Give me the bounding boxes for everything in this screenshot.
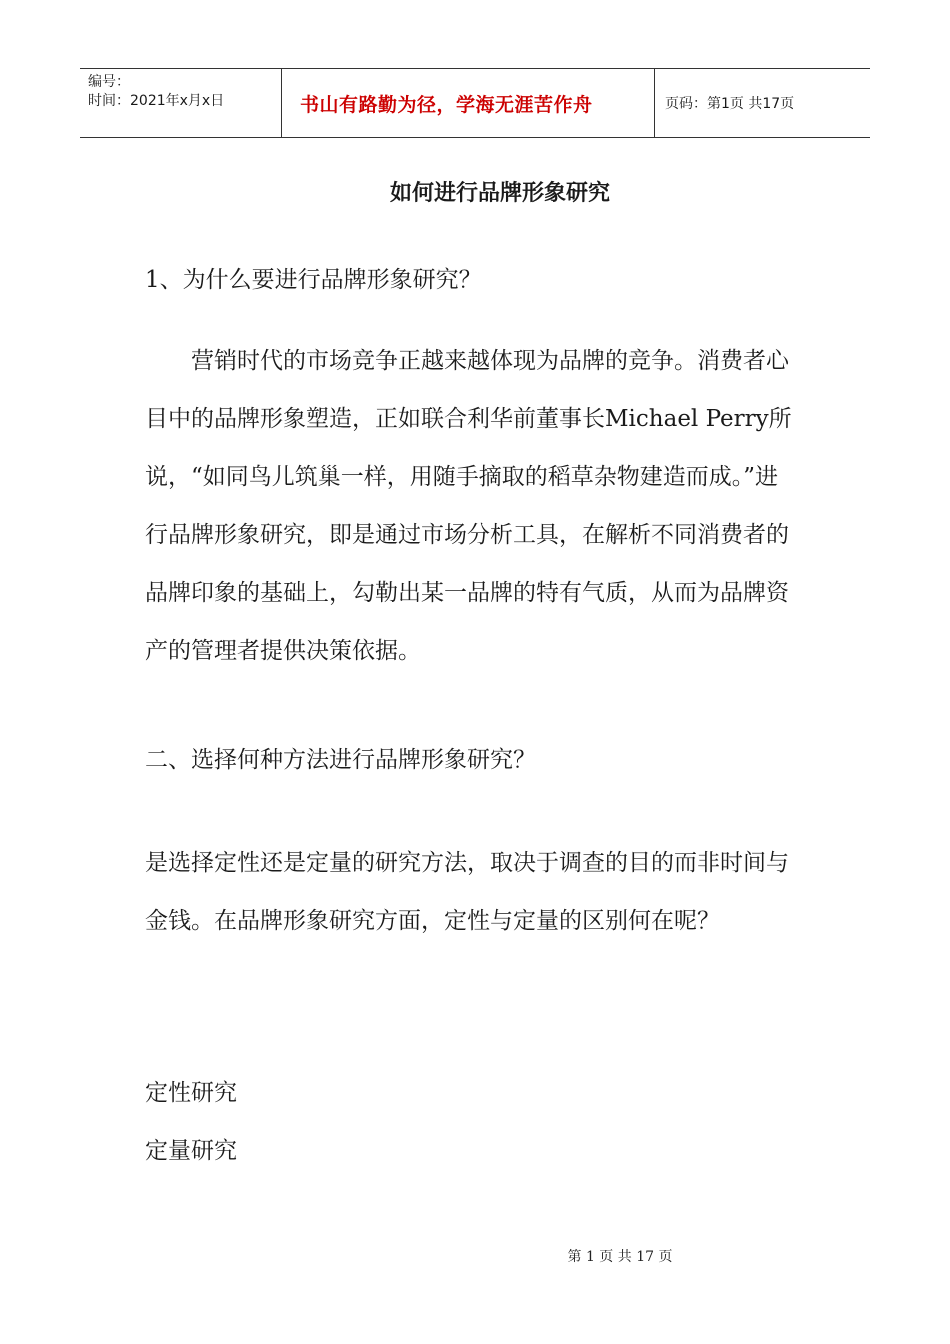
section-2-paragraph: 是选择定性还是定量的研究方法，取决于调查的目的而非时间与金钱。在品牌形象研究方面，定性与定量的区别何在呢？ (145, 850, 789, 934)
section-2-heading: 二、选择何种方法进行品牌形象研究？ (145, 747, 536, 773)
header-page-cell (655, 69, 870, 137)
list-item-quantitative: 定量研究 (145, 1138, 237, 1164)
header-motto-cell (282, 69, 655, 137)
document-number-label: 编号： (88, 74, 130, 90)
section-1-heading: 1、为什么要进行品牌形象研究？ (145, 267, 482, 293)
header-meta-cell (80, 69, 282, 137)
section-1-paragraph: 营销时代的市场竞争正越来越体现为品牌的竞争。消费者心目中的品牌形象塑造，正如联合利华前董事长Michael Perry所说，“如同鸟儿筑巢一样，用随手摘取的稻草杂物建造而成。”进行品牌形象研究，即是通过市场分析工具，在解析不同消费者的品牌印象的基础上，勾勒出某一品牌的特有气质，从而为品牌资产的管理者提供决策依据。 (145, 348, 792, 664)
list-item-qualitative: 定性研究 (145, 1080, 237, 1106)
page-footer: 第 1 页 共 17 页 (567, 1249, 673, 1265)
header-motto: 书山有路勤为径，学海无涯苦作舟 (300, 93, 593, 116)
document-header (80, 68, 870, 138)
document-title: 如何进行品牌形象研究 (389, 181, 610, 206)
header-page-info: 页码：第1页 共17页 (665, 96, 795, 112)
document-date: 时间：2021年x月x日 (88, 93, 225, 109)
